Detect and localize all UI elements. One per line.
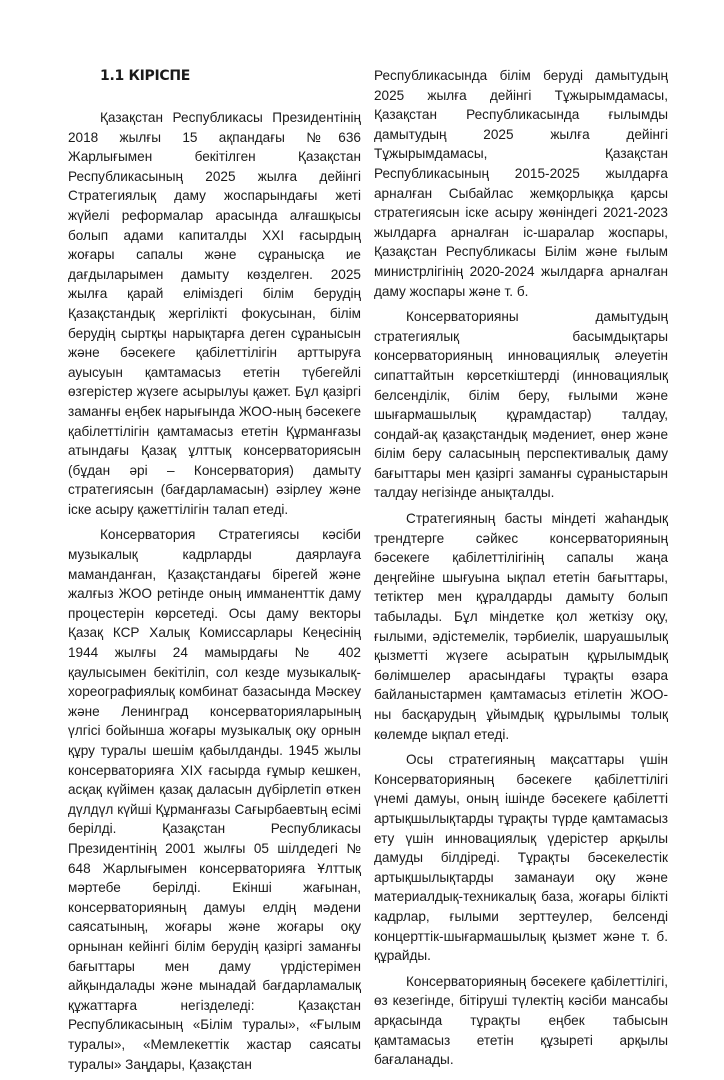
section-heading: 1.1 КІРІСПЕ [100,68,191,84]
paragraph: Қазақстан Республикасы Президентінің 2018 жылғы 15 ақпандағы №636 Жарлығымен бекітілген Қазақстан Республикасының 2025 жылға дейінгі Стратегиялық даму жоспарындағы жеті жүйелі реформалар арасында алғашқысы болып адами капиталды XXI ғасырдың жоғары сапалы және сұранысқа ие дағдыларымен дамыту көзделген. 2025 жылға қарай еліміздегі білім берудің Қазақстандық жергілікті фокусынан, білім берудің сыртқы нарықтарға деген сұранысын және бәсекеге қабілеттілігін арттыруға ауысуын қамтамасыз ететін түбегейлі өзгерістер жүзеге асырылуы қажет. Бұл қазіргі заманғы еңбек нарығында ЖОО-ның бәсекеге қабілеттілігін қамтамасыз ететін Құрманғазы атындағы Қазақ ұлттық консерваториясын (бұдан әрі – Консерватория) дамыту стратегиясын (бағдарламасын) әзірлеу және іске асыру қажеттілігін талап етеді. [68,110,361,517]
left-column [68,66,361,1080]
paragraph-continuation: Республикасында білім беруді дамытудың 2025 жылға дейінгі Тұжырымдамасы, Қазақстан Республикасында ғылымды дамытудың 2025 жылға дейінгі Тұжырымдамасы, Қазақстан Республикасының 2015-2025 жылдарға арналған Сыбайлас жемқорлыққа қарсы стратегиясын іске асыру жөніндегі 2021-2023 жылдарға арналған іс-шаралар жоспары, Қазақстан Республикасы Білім және ғылым министрлігінің 2020-2024 жылдарға арналған даму жоспары және т. б. [374,68,668,299]
paragraph: Осы стратегияның мақсаттары үшін Консерваторияның бәсекеге қабілеттілігі үнемі дамуы, оның ішінде бәсекеге қабілетті артықшылықтарды тұрақты түрде қамтамасыз ету үшін инновациялық үдерістер арқылы дамуды білдіреді. Тұрақты бәсекелестік артықшылықтарды заманауи оқу және материалдық-техникалық база, жоғары білікті кадрлар, ғылыми зерттеулер, белсенді концерттік-шығармашылық қызмет және т. б. құрайды. [374,752,668,964]
paragraph: Консерваторияның бәсекеге қабілеттілігі, өз кезегінде, бітіруші түлектің кәсіби мансабы арқасында тұрақты еңбек табысын қамтамасыз ететін құзыреті арқылы бағаланады. [374,973,668,1068]
right-column [374,66,668,1076]
paragraph: Стратегияның басты міндеті жаһандық трендтерге сәйкес консерваторияның бәсекеге қабілеттілігінің сапалы жаңа деңгейіне шығуына ықпал ететін бағыттары, тетіктер мен құралдарды дамыту болып табылады. Бұл міндетке қол жеткізу оқу, ғылыми, әдістемелік, тәрбиелік, шаруашылық қызметті жүзеге асыратын құрылымдық бөлімшелер арасындағы тұрақты өзара байланыстармен қамтамасыз етілетін ЖОО-ны басқарудың ұйымдық құрылымы толық көлемде ықпал етеді. [374,511,668,742]
paragraph: Консерватория Стратегиясы кәсіби музыкалық кадрларды даярлауға маманданған, Қазақстандағы бірегей және жалғыз ЖОО ретінде оның имманенттік даму процестерін көрсетеді. Осы даму векторы Қазақ КСР Халық Комиссарлары Кеңесінің 1944 жылғы 24 мамырдағы № 402 қаулысымен бекітіліп, сол кезде музыкалық-хореографиялық комбинат базасында Мәскеу және Ленинград консерваторияларының үлгісі бойынша жоғары музыкалық оқу орнын құру туралы шешім қабылданды. 1945 жылы консерваторияға XIX ғасырда ғұмыр кешкен, асқақ күйімен қазақ даласын дүбірлетіп өткен дүлдүл күйші Құрманғазы Сағырбаевтың есімі берілді. Қазақстан Республикасы Президентінің 2001 жылғы 05 шілдедегі № 648 Жарлығымен консерваторияға Ұлттық мәртебе берілді. Екінші жағынан, консерваторияның дамуы елдің мәдени саясатының, жоғары және жоғары оқу орнынан кейінгі білім берудің қазіргі заманғы бағыттары мен даму үрдістерімен айқындалады және мынадай бағдарламалық құжаттарға негізделеді: Қазақстан Республикасының «Білім туралы», «Ғылым туралы», «Мемлекеттік жастар саясаты туралы» Заңдары, Қазақстан [68,527,361,1072]
paragraph: Консерваторияны дамытудың стратегиялық басымдықтары консерваторияның инновациялық әлеуетін сипаттайтын көрсеткіштерді (инновациялық белсенділік, білім беру, ғылыми және шығармашылық құрамдастар) талдау, сондай-ақ қазақстандық мәдениет, өнер және білім беру саласының перспективалық даму бағыттары мен қазіргі заманғы сұраныстарын талдау негізінде анықталды. [374,309,668,501]
